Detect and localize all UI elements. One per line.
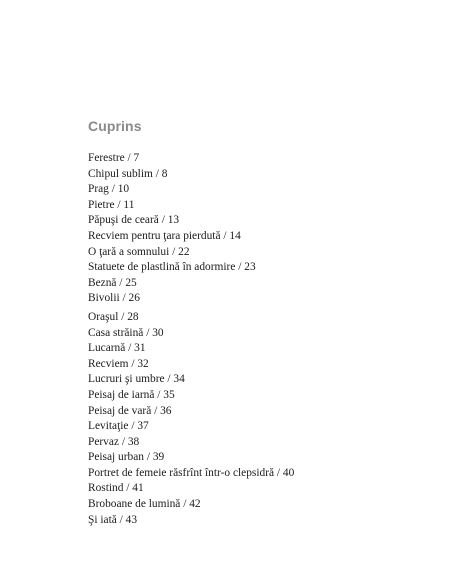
toc-entry: Levitaţie / 37 — [88, 420, 149, 433]
toc-entry: Bivolii / 26 — [88, 292, 140, 305]
toc-entry: Peisaj de iarnă / 35 — [88, 388, 175, 401]
toc-entry: Oraşul / 28 — [88, 310, 139, 323]
toc-entry: Recviem pentru ţara pierdută / 14 — [88, 229, 241, 242]
toc-entry: Lucruri şi umbre / 34 — [88, 373, 185, 386]
toc-entry: Portret de femeie răsfrînt într-o clepsidră / 40 — [88, 466, 295, 479]
toc-entry: Peisaj urban / 39 — [88, 451, 165, 464]
toc-entry: Chipul sublim / 8 — [88, 167, 168, 180]
table-of-contents — [88, 151, 294, 528]
toc-entry: Recviem / 32 — [88, 357, 149, 370]
toc-entry: Statuete de plastlină în adormire / 23 — [88, 261, 256, 274]
toc-entry: Prag / 10 — [88, 183, 130, 196]
toc-heading: Cuprins — [88, 118, 142, 134]
toc-entry: Peisaj de vară / 36 — [88, 404, 172, 417]
toc-entry: Lucarnă / 31 — [88, 342, 146, 355]
toc-entry: Pietre / 11 — [88, 198, 135, 211]
toc-entry: Ferestre / 7 — [88, 152, 140, 164]
toc-entry: Beznă / 25 — [88, 276, 137, 289]
toc-entry: Pervaz / 38 — [88, 435, 140, 448]
toc-entry: Broboane de lumină / 42 — [88, 498, 201, 511]
toc-entry: Rostind / 41 — [88, 482, 144, 495]
toc-entry: O ţară a somnului / 22 — [88, 245, 190, 258]
toc-entry: Şi iată / 43 — [88, 513, 138, 526]
toc-entry: Casa străină / 30 — [88, 326, 164, 339]
toc-entry: Păpuşi de ceară / 13 — [88, 214, 180, 227]
